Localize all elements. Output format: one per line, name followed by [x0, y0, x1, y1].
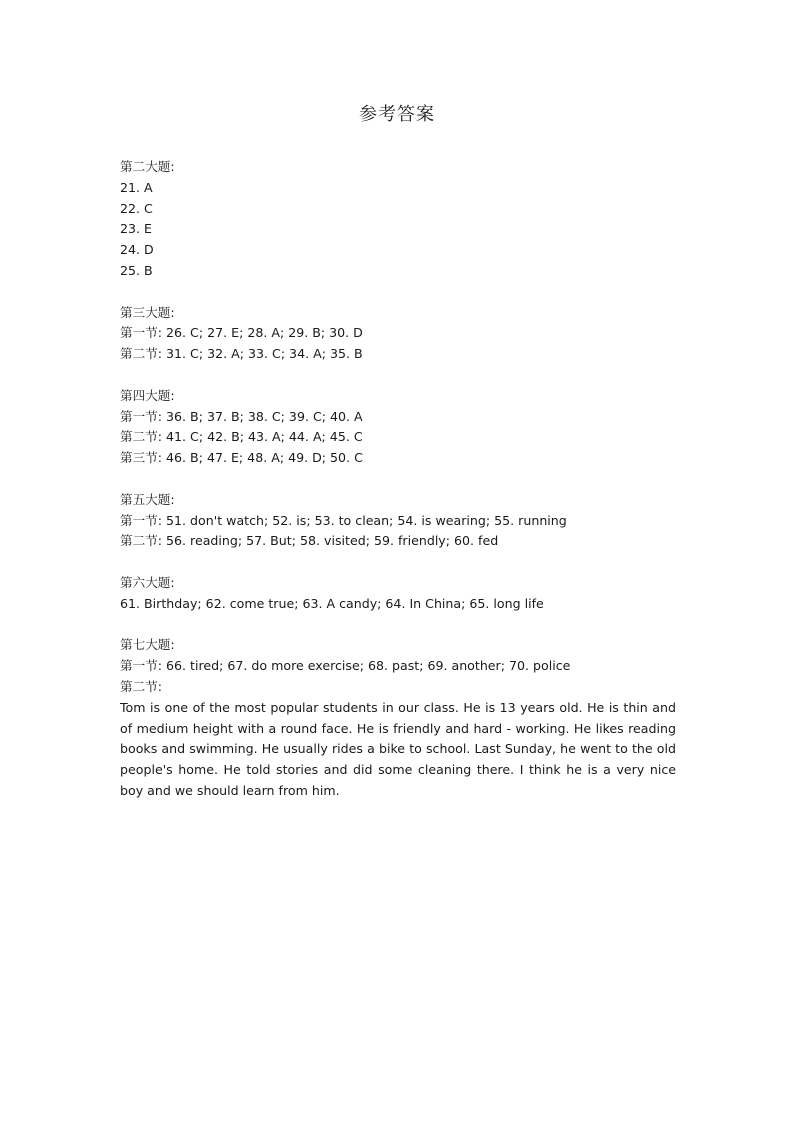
answer-line: 第三节: 46. B; 47. E; 48. A; 49. D; 50. C [120, 450, 363, 466]
spacer [120, 365, 676, 386]
answer-line: 23. E [120, 221, 152, 237]
answer-line: 61. Birthday; 62. come true; 63. A candy; 64. In China; 65. long life [120, 595, 544, 611]
answer-line: 第一节: 66. tired; 67. do more exercise; 68. past; 69. another; 70. police [120, 658, 571, 674]
section-heading: 第四大题: [120, 387, 175, 403]
answer-line: 21. A [120, 179, 153, 195]
section-5 [120, 490, 676, 552]
answer-line: 第一节: 36. B; 37. B; 38. C; 39. C; 40. A [120, 408, 363, 424]
answer-line: 24. D [120, 242, 154, 258]
spacer [120, 469, 676, 490]
section-heading: 第七大题: [120, 637, 175, 653]
section-heading: 第三大题: [120, 304, 175, 320]
answer-line: 22. C [120, 200, 153, 216]
section-3 [120, 303, 676, 365]
answer-line: 第二节: [120, 678, 163, 694]
spacer [120, 615, 676, 636]
answer-line: 第二节: 56. reading; 57. But; 58. visited; 59. friendly; 60. fed [120, 533, 499, 549]
section-heading: 第二大题: [120, 159, 175, 174]
section-heading: 第六大题: [120, 574, 175, 590]
section-heading: 第五大题: [120, 491, 175, 507]
answer-line: 25. B [120, 262, 153, 278]
spacer [120, 552, 676, 573]
section-7 [120, 635, 676, 801]
section-6 [120, 573, 676, 615]
answer-line: 第二节: 41. C; 42. B; 43. A; 44. A; 45. C [120, 429, 363, 445]
section-4 [120, 386, 676, 469]
answer-line: 第一节: 26. C; 27. E; 28. A; 29. B; 30. D [120, 325, 363, 341]
section-2 [120, 157, 676, 282]
answer-line: 第二节: 31. C; 32. A; 33. C; 34. A; 35. B [120, 346, 363, 362]
essay-paragraph: Tom is one of the most popular students in our class. He is 13 years old. He is thin and of medium height with a round face. He is friendly and hard - working. He likes reading books and swimming. He usually rides a bike to school. Last Sunday, he went to the old people's home. He told stories and did some cleaning there. I think he is a very nice boy and we should learn from him. [120, 699, 676, 798]
answer-line: 第一节: 51. don't watch; 52. is; 53. to clean; 54. is wearing; 55. running [120, 512, 567, 528]
answer-content [120, 157, 676, 802]
spacer [120, 282, 676, 303]
page-title: 参考答案 [359, 104, 435, 125]
